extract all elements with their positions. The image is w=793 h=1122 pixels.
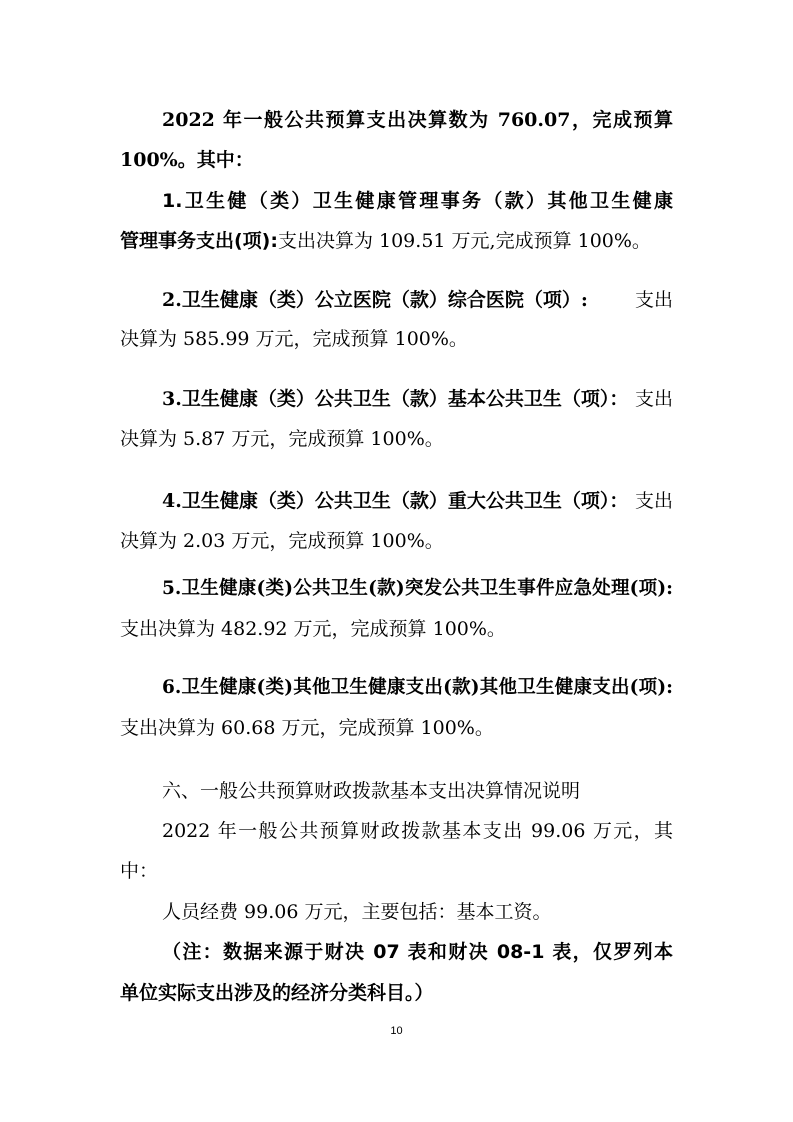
item-6-line-2: 支出决算为 60.68 万元，完成预算 100%。 — [120, 717, 494, 739]
item-4-text-start: 支出 — [634, 490, 673, 512]
section-6-line-2: 中： — [120, 860, 159, 882]
item-1-line-2 — [120, 227, 793, 255]
note-line-1: （注：数据来源于财决 07 表和财决 08-1 表，仅罗列本 — [162, 941, 673, 963]
item-6-heading: 6.卫生健康(类)其他卫生健康支出(款)其他卫生健康支出(项): — [162, 677, 673, 698]
item-1-heading-cont: 管理事务支出(项): — [120, 230, 278, 252]
note-line-2: 单位实际支出涉及的经济分类科目。） — [120, 982, 434, 1004]
section-6-line-1: 2022 年一般公共预算财政拨款基本支出 99.06 万元，其 — [162, 820, 673, 842]
item-1-heading: 1.卫生健（类）卫生健康管理事务（款）其他卫生健康 — [162, 190, 673, 212]
item-4-line-2: 决算为 2.03 万元，完成预算 100%。 — [120, 530, 444, 552]
item-4-heading: 4.卫生健康（类）公共卫生（款）重大公共卫生（项）： — [162, 490, 629, 512]
intro-line-1: 2022 年一般公共预算支出决算数为 760.07，完成预算 — [162, 109, 673, 131]
item-5-heading: 5.卫生健康(类)公共卫生(款)突发公共卫生事件应急处理(项): — [162, 578, 673, 599]
item-3-text-start: 支出 — [634, 388, 673, 410]
page-number: 10 — [390, 1025, 403, 1037]
item-2-line-2: 决算为 585.99 万元，完成预算 100%。 — [120, 328, 468, 350]
item-2-text-start: 支出 — [634, 289, 673, 311]
item-3-line-2: 决算为 5.87 万元，完成预算 100%。 — [120, 428, 444, 450]
item-4-line-1 — [162, 487, 673, 515]
intro-line-2: 100%。其中： — [120, 149, 254, 171]
item-3-heading: 3.卫生健康（类）公共卫生（款）基本公共卫生（项）： — [162, 388, 629, 410]
item-2-heading: 2.卫生健康（类）公立医院（款）综合医院（项）: — [162, 289, 588, 311]
item-1-amount: 支出决算为 109.51 万元,完成预算 100%。 — [277, 230, 651, 252]
section-6-line-3: 人员经费 99.06 万元，主要包括：基本工资。 — [162, 901, 552, 923]
item-3-line-1 — [162, 385, 673, 413]
item-5-line-2: 支出决算为 482.92 万元，完成预算 100%。 — [120, 618, 506, 640]
section-6-heading: 六、一般公共预算财政拨款基本支出决算情况说明 — [162, 780, 581, 802]
item-2-line-1 — [162, 286, 673, 314]
